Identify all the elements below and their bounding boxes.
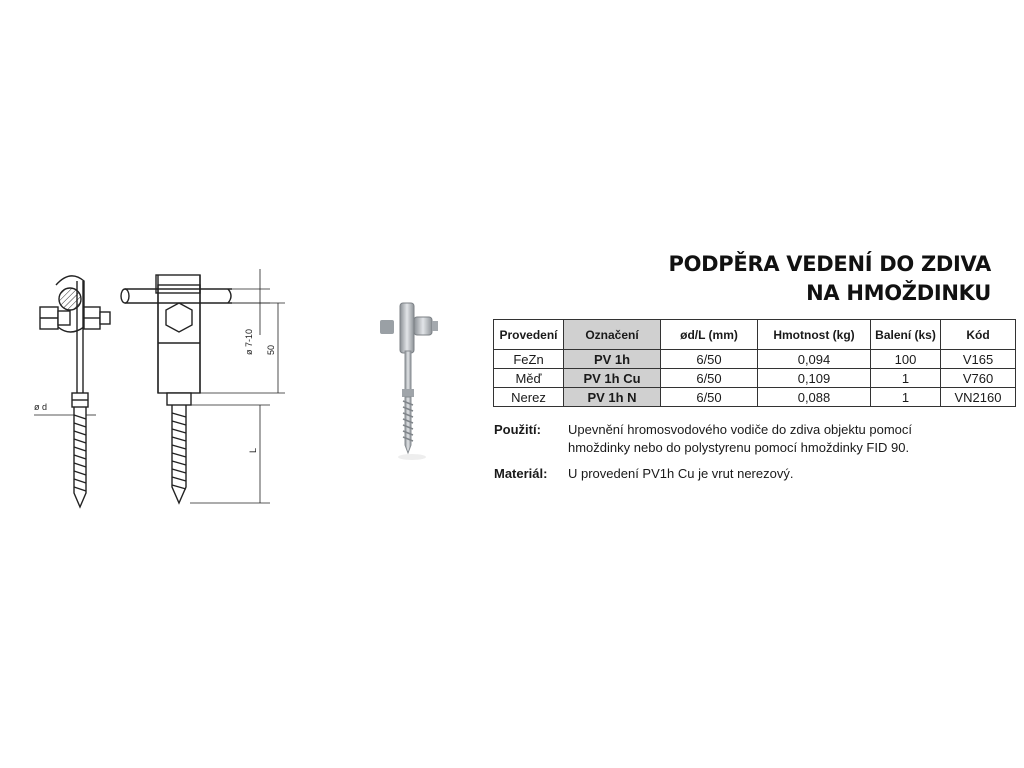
cell-baleni: 1 — [871, 369, 941, 388]
col-header-kod: Kód — [941, 320, 1016, 350]
page-title — [669, 250, 991, 308]
cell-kod: V760 — [941, 369, 1016, 388]
cell-provedeni: Měď — [494, 369, 564, 388]
cell-oznaceni: PV 1h — [564, 350, 661, 369]
dim-d-label: ø d — [34, 402, 48, 412]
table-row — [494, 350, 1016, 369]
pouziti-line-2: hmoždinky nebo do polystyrenu pomocí hmoždinky FID 90. — [568, 440, 910, 455]
cell-hmotnost: 0,094 — [758, 350, 871, 369]
table-row — [494, 388, 1016, 407]
col-header-provedeni: Provedení — [494, 320, 564, 350]
title-line-2: NA HMOŽDINKU — [806, 281, 991, 305]
spec-table — [493, 319, 1016, 407]
col-header-oznaceni: Označení — [564, 320, 661, 350]
cell-dl: 6/50 — [661, 369, 758, 388]
technical-drawing — [20, 255, 320, 515]
cell-kod: VN2160 — [941, 388, 1016, 407]
col-header-hmotnost: Hmotnost (kg) — [758, 320, 871, 350]
cell-hmotnost: 0,109 — [758, 369, 871, 388]
cell-kod: V165 — [941, 350, 1016, 369]
cell-oznaceni: PV 1h Cu — [564, 369, 661, 388]
cell-baleni: 100 — [871, 350, 941, 369]
cell-provedeni: Nerez — [494, 388, 564, 407]
dim-L-label: L — [248, 447, 258, 453]
material-text: U provedení PV1h Cu je vrut nerezový. — [568, 466, 794, 481]
material-label: Materiál: — [494, 466, 548, 481]
col-header-dl: ød/L (mm) — [661, 320, 758, 350]
cell-provedeni: FeZn — [494, 350, 564, 369]
cell-hmotnost: 0,088 — [758, 388, 871, 407]
cell-dl: 6/50 — [661, 388, 758, 407]
cell-dl: 6/50 — [661, 350, 758, 369]
cell-baleni: 1 — [871, 388, 941, 407]
cell-oznaceni: PV 1h N — [564, 388, 661, 407]
table-row — [494, 369, 1016, 388]
title-line-1: PODPĚRA VEDENÍ DO ZDIVA — [668, 252, 991, 276]
pouziti-text — [568, 421, 968, 457]
pouziti-line-1: Upevnění hromosvodového vodiče do zdiva objektu pomocí — [568, 422, 912, 437]
table-header-row — [494, 320, 1016, 350]
dim-50-label: 50 — [266, 344, 276, 355]
pouziti-label: Použití: — [494, 422, 541, 437]
dim-710-label: ø 7-10 — [244, 328, 254, 355]
col-header-baleni: Balení (ks) — [871, 320, 941, 350]
product-photo — [372, 295, 452, 465]
